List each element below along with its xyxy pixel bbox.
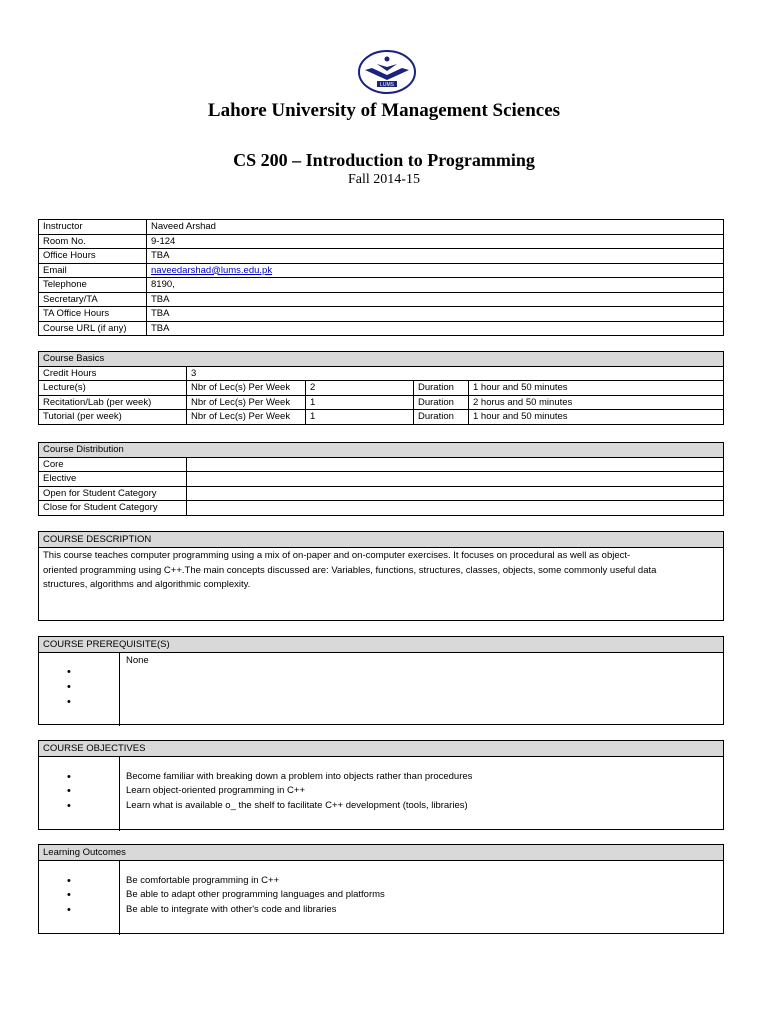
row-label: Course URL (if any) <box>39 321 147 336</box>
row-value <box>187 472 724 487</box>
list-item: Be able to adapt other programming languages and platforms <box>126 889 385 900</box>
bullet-icon: • <box>67 875 71 887</box>
credit-hours-label: Credit Hours <box>39 366 187 381</box>
row-label: Close for Student Category <box>39 501 187 516</box>
duration-value: 1 hour and 50 minutes <box>469 381 724 396</box>
objectives-heading: COURSE OBJECTIVES <box>39 741 723 757</box>
per-week-value: 1 <box>306 395 414 410</box>
table-row <box>39 472 724 487</box>
objectives-box <box>38 740 724 830</box>
duration-value: 2 horus and 50 minutes <box>469 395 724 410</box>
table-row <box>39 234 724 249</box>
table-row <box>39 366 724 381</box>
row-label: TA Office Hours <box>39 307 147 322</box>
bullet-icon: • <box>67 889 71 901</box>
row-value: 9-124 <box>147 234 724 249</box>
table-row <box>39 486 724 501</box>
table-row <box>39 292 724 307</box>
list-item: Be able to integrate with other's code and libraries <box>126 904 337 915</box>
instructor-table <box>38 219 724 336</box>
table-row <box>39 321 724 336</box>
table-row <box>39 381 724 396</box>
course-distribution-table <box>38 442 724 516</box>
credit-hours-value: 3 <box>187 366 724 381</box>
row-label: Tutorial (per week) <box>39 410 187 425</box>
row-label: Core <box>39 457 187 472</box>
list-item: Learn object-oriented programming in C++ <box>126 785 306 796</box>
lums-logo <box>357 50 417 96</box>
bullet-icon: • <box>67 904 71 916</box>
prerequisites-heading: COURSE PREREQUISITE(S) <box>39 637 723 653</box>
prerequisites-text: None <box>126 655 149 666</box>
university-name: Lahore University of Management Sciences <box>207 100 561 121</box>
course-description-box <box>38 531 724 621</box>
table-row <box>39 249 724 264</box>
description-line: oriented programming using C++.The main concepts discussed are: Variables, functions, structures, classes, objects, some commonly useful data <box>43 564 657 576</box>
table-row <box>39 263 724 278</box>
bullet-column <box>39 861 120 935</box>
bullet-icon: • <box>67 681 71 693</box>
row-value: TBA <box>147 292 724 307</box>
table-row <box>39 410 724 425</box>
prerequisites-box <box>38 636 724 725</box>
table-row <box>39 501 724 516</box>
row-label: Telephone <box>39 278 147 293</box>
bullet-column <box>39 757 120 831</box>
row-value <box>187 457 724 472</box>
bullet-icon: • <box>67 666 71 678</box>
per-week-label: Nbr of Lec(s) Per Week <box>187 410 306 425</box>
description-line: This course teaches computer programming using a mix of on-paper and on-computer exercises. It focuses on procedural as well as object- <box>43 550 631 561</box>
list-item: Become familiar with breaking down a problem into objects rather than procedures <box>126 771 473 782</box>
row-value <box>187 486 724 501</box>
course-description-heading: COURSE DESCRIPTION <box>39 532 723 548</box>
row-label: Lecture(s) <box>39 381 187 396</box>
per-week-label: Nbr of Lec(s) Per Week <box>187 395 306 410</box>
course-distribution-heading: Course Distribution <box>39 443 724 458</box>
bullet-icon: • <box>67 785 71 797</box>
duration-label: Duration <box>414 410 469 425</box>
row-label: Secretary/TA <box>39 292 147 307</box>
table-row <box>39 457 724 472</box>
table-row <box>39 395 724 410</box>
duration-value: 1 hour and 50 minutes <box>469 410 724 425</box>
description-line: structures, algorithms and algorithmic complexity. <box>43 579 251 590</box>
row-value: TBA <box>147 321 724 336</box>
per-week-label: Nbr of Lec(s) Per Week <box>187 381 306 396</box>
row-value: TBA <box>147 307 724 322</box>
row-value: 8190, <box>147 278 724 293</box>
row-value: TBA <box>147 249 724 264</box>
bullet-icon: • <box>67 800 71 812</box>
bullet-icon: • <box>67 696 71 708</box>
table-row <box>39 220 724 235</box>
row-label: Recitation/Lab (per week) <box>39 395 187 410</box>
row-value: Naveed Arshad <box>147 220 724 235</box>
outcomes-box <box>38 844 724 934</box>
table-row <box>39 307 724 322</box>
course-term: Fall 2014-15 <box>348 172 420 187</box>
email-link[interactable]: naveedarshad@lums.edu.pk <box>151 264 273 276</box>
bullet-icon: • <box>67 771 71 783</box>
row-label: Office Hours <box>39 249 147 264</box>
course-title: CS 200 – Introduction to Programming <box>233 150 535 170</box>
course-basics-table <box>38 351 724 425</box>
table-row <box>39 278 724 293</box>
row-label: Elective <box>39 472 187 487</box>
row-label: Room No. <box>39 234 147 249</box>
outcomes-heading: Learning Outcomes <box>39 845 723 861</box>
duration-label: Duration <box>414 395 469 410</box>
list-item: Learn what is available o_ the shelf to facilitate C++ development (tools, libraries) <box>126 800 468 811</box>
per-week-value: 1 <box>306 410 414 425</box>
row-value <box>187 501 724 516</box>
course-basics-heading: Course Basics <box>39 352 724 367</box>
row-label: Open for Student Category <box>39 486 187 501</box>
row-label: Email <box>39 263 147 278</box>
list-item: Be comfortable programming in C++ <box>126 875 280 886</box>
duration-label: Duration <box>414 381 469 396</box>
row-label: Instructor <box>39 220 147 235</box>
svg-text:LUMS: LUMS <box>380 82 394 88</box>
per-week-value: 2 <box>306 381 414 396</box>
bullet-column <box>39 653 120 726</box>
course-description-text <box>39 548 723 594</box>
